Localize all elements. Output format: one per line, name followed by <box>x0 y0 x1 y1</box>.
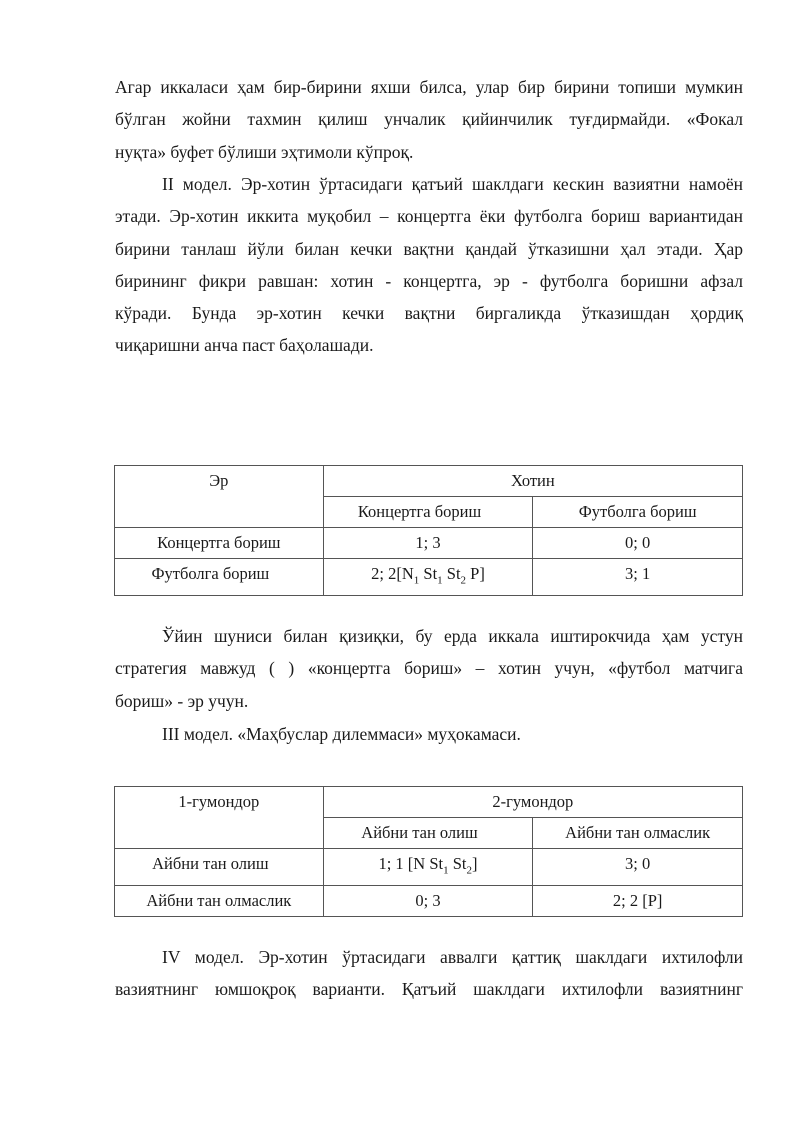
table-column-header: Айбни тан олмаслик <box>533 818 743 849</box>
table-cell: 2; 2 [P] <box>533 886 743 917</box>
table-cell: 0; 0 <box>533 528 743 559</box>
text-line: IV модел. Эр-хотин ўртасидаги аввалги қаттиқ шаклдаги ихтилофли <box>162 947 743 967</box>
text-line: стратегия мавжуд ( ) «концертга бориш» – хотин учун, «футбол матчига <box>115 658 743 679</box>
text-line: Агар иккаласи ҳам бир-бирини яхши билса, улар бир бирини топиши мумкин <box>115 77 743 97</box>
table-row <box>115 528 743 559</box>
table-cell: 3; 1 <box>533 559 743 596</box>
table-cell: 1; 3 <box>323 528 533 559</box>
text-line: бориш» - эр учун. <box>115 690 249 711</box>
table-group-header: 2-гумондор <box>323 787 742 818</box>
text-line: этади. Эр-хотин иккита муқобил – концертга ёки футболга бориш вариантидан <box>115 206 743 227</box>
table-row-label: Концертга бориш <box>115 528 324 559</box>
text-line: кўради. Бунда эр-хотин кечки вақтни биргаликда ўтказишдан ҳордиқ <box>115 303 743 324</box>
table-cell: 3; 0 <box>533 849 743 886</box>
table-corner-header: 1-гумондор <box>115 787 324 849</box>
text-line: вазиятнинг юмшоқроқ варианти. Қатъий шаклдаги ихтилофли вазиятнинг <box>115 979 743 1000</box>
paragraph-1 <box>115 71 743 168</box>
text-line: нуқта» буфет бўлиши эҳтимоли кўпроқ. <box>115 141 414 162</box>
table-cell: 1; 1 [N $St_1$ $St_2$] <box>323 849 533 886</box>
table-row <box>115 559 743 596</box>
text-line: бўлган жойни тахмин қилиш унчалик қийинчилик туғдирмайди. «Фокал <box>115 109 743 130</box>
table-row <box>115 849 743 886</box>
table-cell: 2; $2[N_1$ $St_1$ $St_2$ P] <box>323 559 533 596</box>
table-row-label: Футболга бориш <box>115 559 324 596</box>
table-column-header: Футболга бориш <box>533 497 743 528</box>
table-column-header: Концертга бориш <box>323 497 533 528</box>
table-corner-header: Эр <box>115 466 324 528</box>
text-line: бирининг фикри равшан: хотин - концертга, эр - футболга боришни афзал <box>115 270 743 291</box>
text-line: бирини танлаш йўли билан кечки вақтни қандай ўтказишни ҳал этади. Ҳар <box>115 238 743 259</box>
payoff-table-2 <box>114 786 743 917</box>
text-line: II модел. Эр-хотин ўртасидаги қатъий шаклдаги кескин вазиятни намоён <box>162 174 743 194</box>
table-row-label: Айбни тан олмаслик <box>115 886 324 917</box>
table-row-label: Айбни тан олиш <box>115 849 324 886</box>
paragraph-3 <box>115 620 743 717</box>
paragraph-2 <box>115 168 743 362</box>
table-row <box>115 886 743 917</box>
payoff-table-1 <box>114 465 743 596</box>
table-cell: 0; 3 <box>323 886 533 917</box>
text-line: Ўйин шуниси билан қизиқки, бу ерда иккала иштирокчида ҳам устун <box>162 626 743 646</box>
paragraph-4 <box>115 941 743 1006</box>
text-line: чиқаришни анча паст баҳолашади. <box>115 335 374 356</box>
table-column-header: Айбни тан олиш <box>323 818 533 849</box>
model-3-title: III модел. «Маҳбуслар дилеммаси» муҳокамаси. <box>162 724 521 744</box>
table-group-header: Хотин <box>323 466 742 497</box>
